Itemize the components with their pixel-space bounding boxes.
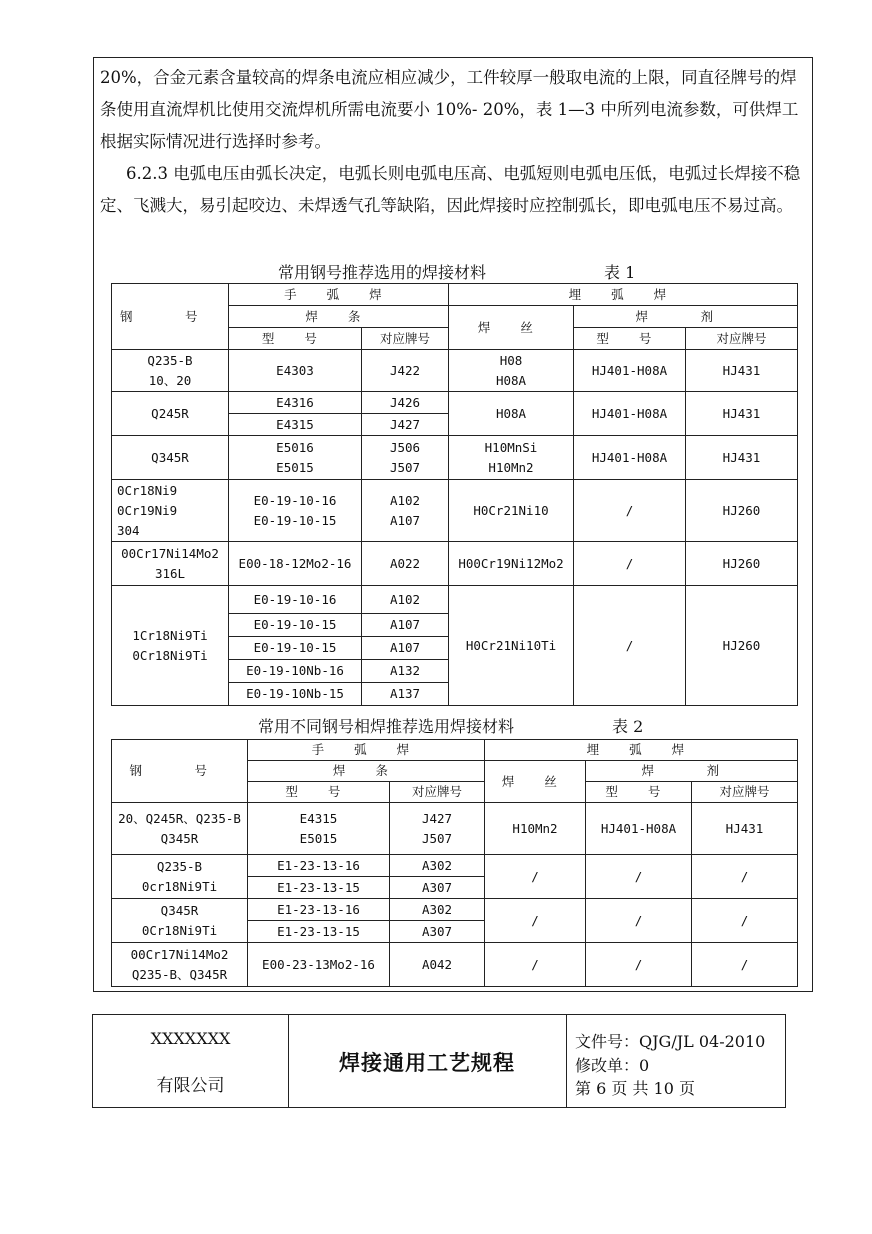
electrode-model: E00-18-12Mo2-16 xyxy=(229,542,362,586)
steel-grade: Q235-B 0cr18Ni9Ti xyxy=(112,855,248,899)
flux-model: HJ401-H08A xyxy=(574,350,686,392)
wire: / xyxy=(485,899,586,943)
electrode-brand: A132 xyxy=(362,660,449,683)
flux-brand: / xyxy=(692,943,798,987)
flux-brand: HJ431 xyxy=(692,803,798,855)
steel-grade: 1Cr18Ni9Ti 0Cr18Ni9Ti xyxy=(112,586,229,706)
steel-grade: 20、Q245R、Q235-B Q345R xyxy=(112,803,248,855)
title-cell xyxy=(288,1015,567,1107)
paragraph-current: 20%，合金元素含量较高的焊条电流应相应减少，工件较厚一般取电流的上限，同直径牌号的焊条使用直流焊机比使用交流焊机所需电流要小 10%- 20%，表 1—3 中所列电流参数，可供焊工根据实际情况进行选择时参考。 xyxy=(100,68,799,151)
table-row xyxy=(112,542,798,586)
title-block xyxy=(92,1014,786,1108)
header-model: 型 号 xyxy=(229,328,362,350)
electrode-model: E0-19-10-15 xyxy=(229,614,362,637)
flux-brand: HJ260 xyxy=(686,542,798,586)
flux-brand: HJ431 xyxy=(686,436,798,480)
table1-caption: 常用钢号推荐选用的焊接材料 xyxy=(278,263,487,282)
wire: H00Cr19Ni12Mo2 xyxy=(449,542,574,586)
table1 xyxy=(111,283,798,706)
steel-grade: 0Cr18Ni9 0Cr19Ni9 304 xyxy=(112,480,229,542)
page-number: 第 6 页 共 10 页 xyxy=(575,1079,695,1098)
wire: H0Cr21Ni10Ti xyxy=(449,586,574,706)
electrode-model: E0-19-10Nb-16 xyxy=(229,660,362,683)
electrode-brand: A302 xyxy=(390,855,485,877)
flux-model: HJ401-H08A xyxy=(574,392,686,436)
electrode-brand: A102 xyxy=(362,586,449,614)
revision-number: 修改单：0 xyxy=(575,1056,650,1075)
electrode-brand: A042 xyxy=(390,943,485,987)
flux-brand: HJ431 xyxy=(686,350,798,392)
steel-grade: Q235-B 10、20 xyxy=(112,350,229,392)
table2-label: 表 2 xyxy=(612,717,644,736)
steel-grade: 00Cr17Ni14Mo2 316L xyxy=(112,542,229,586)
flux-model: / xyxy=(586,855,692,899)
electrode-model: E4316 xyxy=(229,392,362,414)
wire: H08 H08A xyxy=(449,350,574,392)
table-row xyxy=(112,586,798,614)
table2-caption: 常用不同钢号相焊推荐选用焊接材料 xyxy=(258,717,515,736)
table-row xyxy=(112,803,798,855)
electrode-brand: A307 xyxy=(390,921,485,943)
electrode-brand: J506 J507 xyxy=(362,436,449,480)
wire: H10MnSi H10Mn2 xyxy=(449,436,574,480)
header-manual-arc: 手 弧 焊 xyxy=(248,740,485,761)
table-row xyxy=(112,350,798,392)
wire: / xyxy=(485,943,586,987)
table-row xyxy=(112,855,798,877)
electrode-model: E5016 E5015 xyxy=(229,436,362,480)
document-title: 焊接通用工艺规程 xyxy=(339,1050,515,1075)
steel-grade: 00Cr17Ni14Mo2 Q235-B、Q345R xyxy=(112,943,248,987)
header-wire: 焊 丝 xyxy=(449,306,574,350)
flux-model: / xyxy=(586,943,692,987)
header-flux-model: 型 号 xyxy=(586,782,692,803)
header-submerged-arc: 埋 弧 焊 xyxy=(449,284,798,306)
company-cell xyxy=(93,1015,289,1107)
electrode-brand: A107 xyxy=(362,637,449,660)
electrode-model: E4315 E5015 xyxy=(248,803,390,855)
steel-grade: Q345R xyxy=(112,436,229,480)
flux-model: / xyxy=(574,586,686,706)
flux-model: / xyxy=(586,899,692,943)
electrode-model: E0-19-10-15 xyxy=(229,637,362,660)
header-steel: 钢 号 xyxy=(112,284,229,350)
electrode-model: E0-19-10-16 xyxy=(229,586,362,614)
electrode-model: E0-19-10-16 E0-19-10-15 xyxy=(229,480,362,542)
header-electrode: 焊 条 xyxy=(248,761,485,782)
header-flux-brand: 对应牌号 xyxy=(692,782,798,803)
document-number: 文件号：QJG/JL 04-2010 xyxy=(575,1032,766,1051)
electrode-brand: J427 J507 xyxy=(390,803,485,855)
electrode-model: E1-23-13-16 xyxy=(248,899,390,921)
electrode-model: E1-23-13-16 xyxy=(248,855,390,877)
electrode-model: E1-23-13-15 xyxy=(248,877,390,899)
flux-brand: / xyxy=(692,855,798,899)
electrode-brand: A022 xyxy=(362,542,449,586)
flux-model: HJ401-H08A xyxy=(574,436,686,480)
electrode-brand: A102 A107 xyxy=(362,480,449,542)
wire: H0Cr21Ni10 xyxy=(449,480,574,542)
flux-brand: HJ260 xyxy=(686,480,798,542)
header-steel: 钢 号 xyxy=(112,740,248,803)
header-electrode: 焊 条 xyxy=(229,306,449,328)
wire: H08A xyxy=(449,392,574,436)
electrode-brand: A137 xyxy=(362,683,449,706)
electrode-model: E4303 xyxy=(229,350,362,392)
paragraph-arc-voltage: 6.2.3 电弧电压由弧长决定，电弧长则电弧电压高、电弧短则电弧电压低，电弧过长焊接不稳定、飞溅大，易引起咬边、未焊透气孔等缺陷，因此焊接时应控制弧长，即电弧电压不易过高。 xyxy=(100,164,801,215)
electrode-model: E00-23-13Mo2-16 xyxy=(248,943,390,987)
electrode-brand: J422 xyxy=(362,350,449,392)
header-brand: 对应牌号 xyxy=(362,328,449,350)
company-name: XXXXXXX xyxy=(150,1029,231,1048)
meta-cell xyxy=(567,1015,785,1107)
wire: H10Mn2 xyxy=(485,803,586,855)
header-brand: 对应牌号 xyxy=(390,782,485,803)
flux-brand: HJ260 xyxy=(686,586,798,706)
header-flux: 焊 剂 xyxy=(574,306,798,328)
company-suffix: 有限公司 xyxy=(156,1076,225,1096)
electrode-brand: J426 xyxy=(362,392,449,414)
electrode-model: E4315 xyxy=(229,414,362,436)
wire: / xyxy=(485,855,586,899)
flux-model: / xyxy=(574,542,686,586)
electrode-model: E0-19-10Nb-15 xyxy=(229,683,362,706)
header-flux: 焊 剂 xyxy=(586,761,798,782)
flux-model: / xyxy=(574,480,686,542)
table-row xyxy=(112,480,798,542)
steel-grade: Q345R 0Cr18Ni9Ti xyxy=(112,899,248,943)
header-wire: 焊 丝 xyxy=(485,761,586,803)
header-submerged-arc: 埋 弧 焊 xyxy=(485,740,798,761)
electrode-brand: J427 xyxy=(362,414,449,436)
steel-grade: Q245R xyxy=(112,392,229,436)
electrode-brand: A107 xyxy=(362,614,449,637)
table-row xyxy=(112,943,798,987)
flux-brand: HJ431 xyxy=(686,392,798,436)
table-row xyxy=(112,392,798,414)
table-row xyxy=(112,899,798,921)
header-model: 型 号 xyxy=(248,782,390,803)
header-flux-brand: 对应牌号 xyxy=(686,328,798,350)
header-manual-arc: 手 弧 焊 xyxy=(229,284,449,306)
electrode-brand: A307 xyxy=(390,877,485,899)
table1-label: 表 1 xyxy=(604,263,636,282)
electrode-brand: A302 xyxy=(390,899,485,921)
flux-model: HJ401-H08A xyxy=(586,803,692,855)
electrode-model: E1-23-13-15 xyxy=(248,921,390,943)
header-flux-model: 型 号 xyxy=(574,328,686,350)
table-row xyxy=(112,436,798,480)
table2 xyxy=(111,739,798,987)
flux-brand: / xyxy=(692,899,798,943)
